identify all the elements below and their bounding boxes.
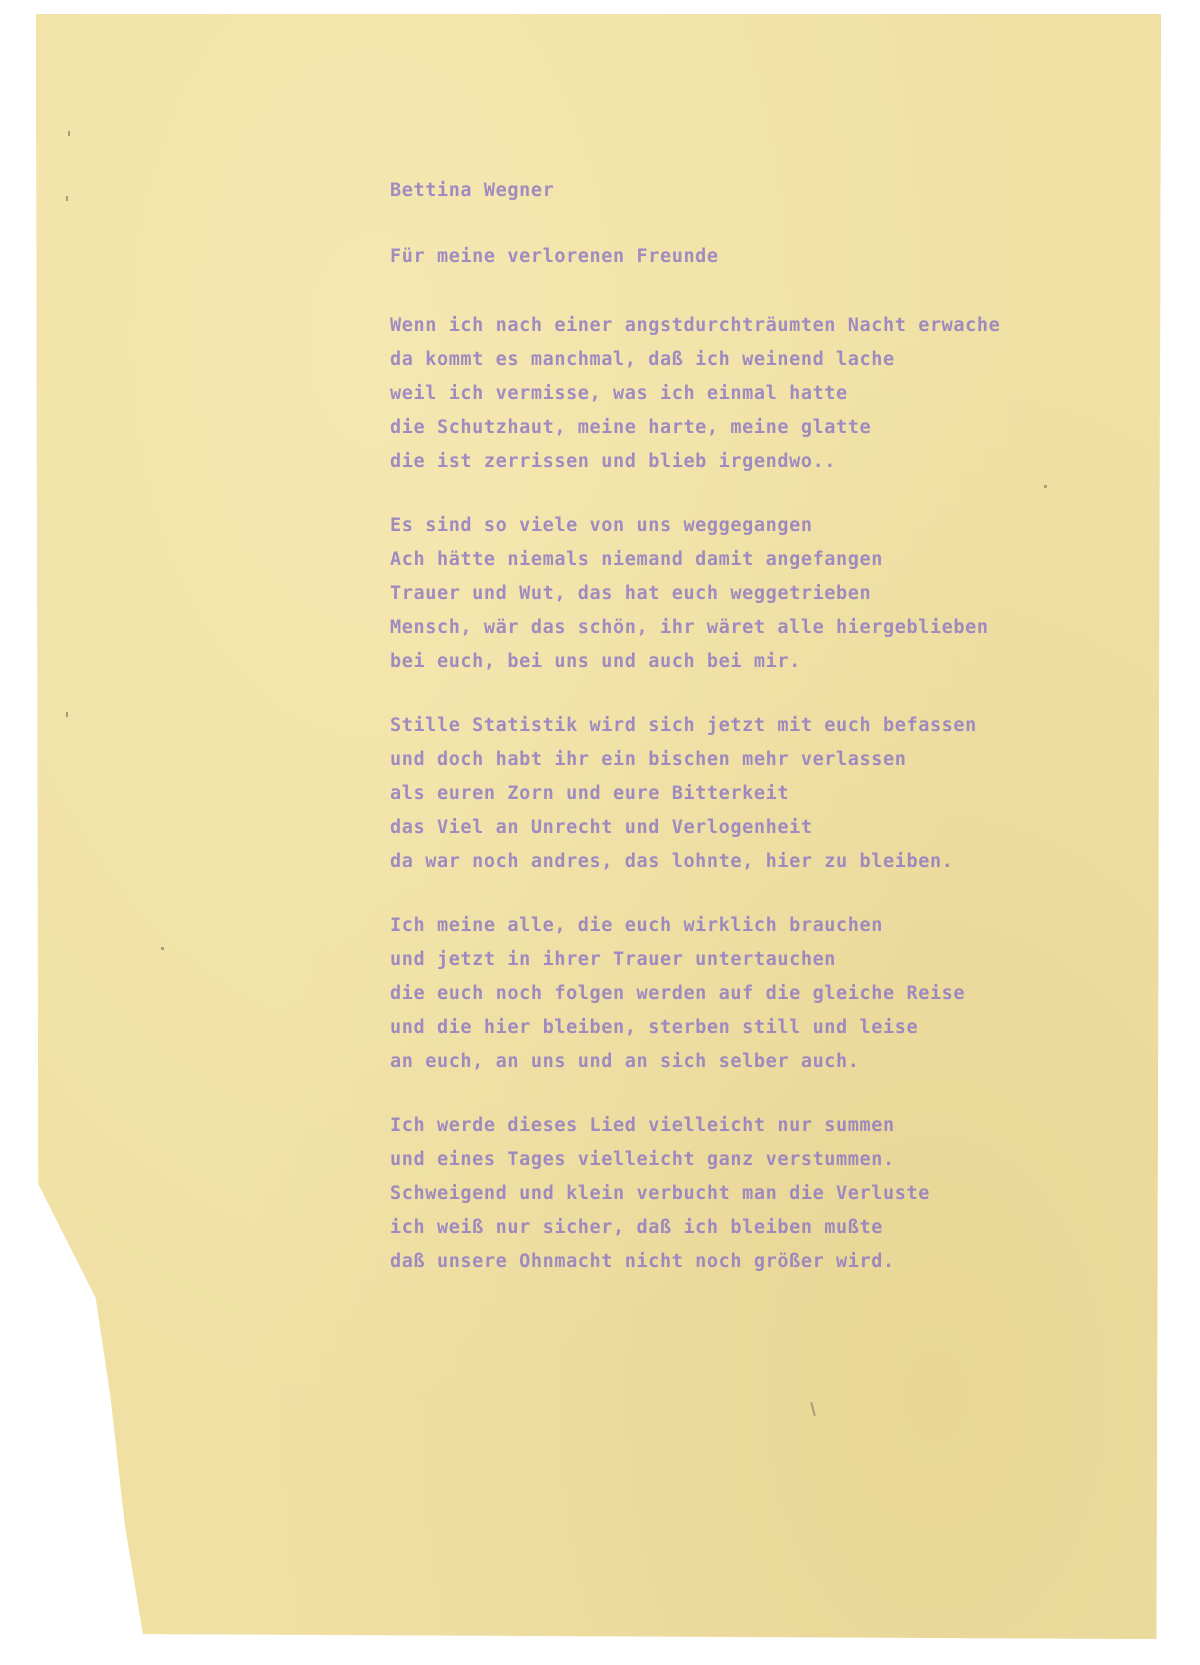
poem-line: und doch habt ihr ein bischen mehr verlassen: [390, 749, 907, 770]
poem-line: Schweigend und klein verbucht man die Verluste: [390, 1183, 930, 1204]
paper-speck: [66, 196, 68, 201]
poem-line: und jetzt in ihrer Trauer untertauchen: [390, 949, 837, 970]
poem-line: und die hier bleiben, sterben still und leise: [390, 1017, 919, 1038]
poem-line: bei euch, bei uns und auch bei mir.: [390, 651, 801, 672]
paper-speck: [810, 1402, 816, 1416]
paper-speck: [68, 131, 70, 136]
poem-line: die euch noch folgen werden auf die gleiche Reise: [390, 983, 966, 1004]
poem-line: Ach hätte niemals niemand damit angefangen: [390, 549, 883, 570]
poem-line: ich weiß nur sicher, daß ich bleiben mußte: [390, 1217, 883, 1238]
stanza-3: [390, 709, 1140, 879]
stanza-4: [390, 909, 1140, 1079]
poem-line: die ist zerrissen und blieb irgendwo..: [390, 451, 837, 472]
poem-title: Für meine verlorenen Freunde: [390, 246, 719, 267]
poem-line: Mensch, wär das schön, ihr wäret alle hiergeblieben: [390, 617, 989, 638]
paper-speck: [66, 712, 68, 717]
poem-line: Ich werde dieses Lied vielleicht nur summen: [390, 1115, 895, 1136]
poem-line: daß unsere Ohnmacht nicht noch größer wird.: [390, 1251, 895, 1272]
typewritten-poem: [390, 173, 1140, 1309]
paper-speck: [161, 947, 164, 950]
poem-line: Trauer und Wut, das hat euch weggetrieben: [390, 583, 872, 604]
stanza-2: [390, 509, 1140, 679]
poem-line: Ich meine alle, die euch wirklich brauchen: [390, 915, 883, 936]
poem-line: das Viel an Unrecht und Verlogenheit: [390, 817, 813, 838]
poem-line: die Schutzhaut, meine harte, meine glatte: [390, 417, 872, 438]
poem-line: an euch, an uns und an sich selber auch.: [390, 1051, 860, 1072]
poem-line: Wenn ich nach einer angstdurchträumten Nacht erwache: [390, 315, 1001, 336]
poem-line: weil ich vermisse, was ich einmal hatte: [390, 383, 848, 404]
stanza-5: [390, 1109, 1140, 1279]
poem-line: als euren Zorn und eure Bitterkeit: [390, 783, 790, 804]
stanza-1: [390, 309, 1140, 479]
author-name: Bettina Wegner: [390, 180, 555, 201]
poem-line: Stille Statistik wird sich jetzt mit euch befassen: [390, 715, 977, 736]
poem-line: da war noch andres, das lohnte, hier zu bleiben.: [390, 851, 954, 872]
poem-line: da kommt es manchmal, daß ich weinend lache: [390, 349, 895, 370]
poem-line: Es sind so viele von uns weggegangen: [390, 515, 813, 536]
poem-line: und eines Tages vielleicht ganz verstummen.: [390, 1149, 895, 1170]
